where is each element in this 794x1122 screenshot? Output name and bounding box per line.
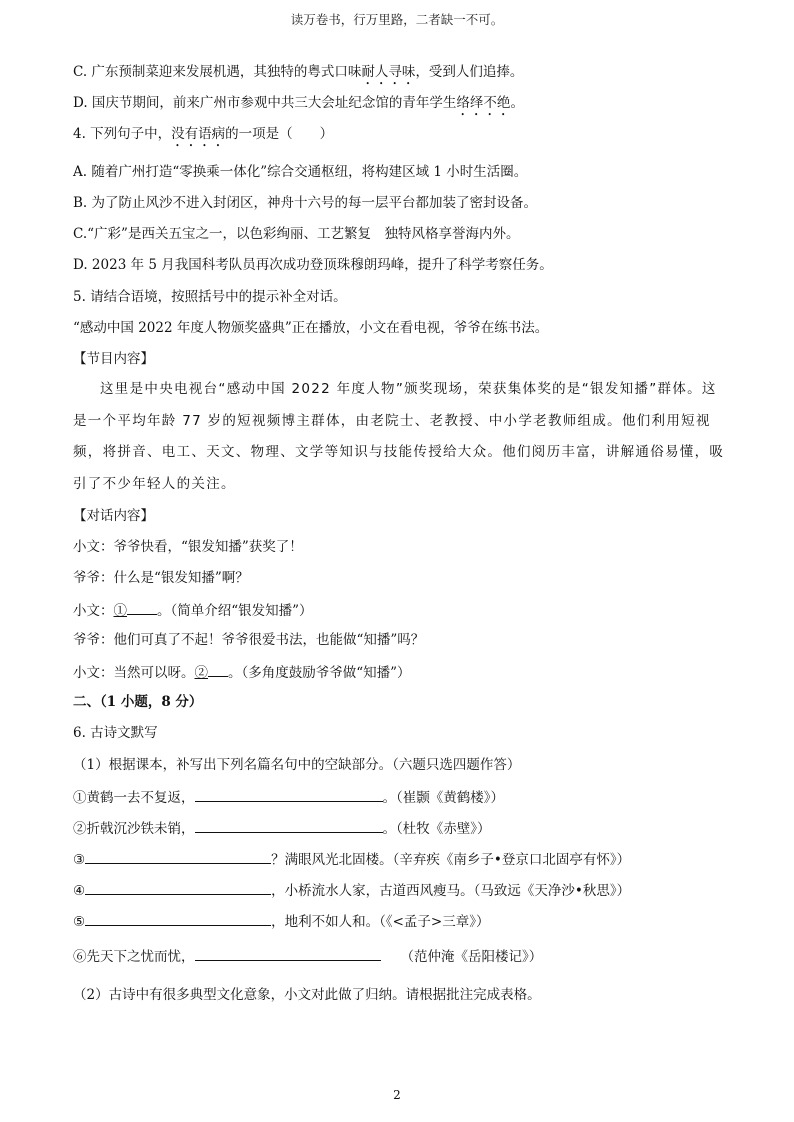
- q3-option-c-tail: ，受到人们追捧。: [415, 64, 524, 80]
- q4-option-d: D. 2023 年 5 月我国科考队员再次成功登顶珠穆朗玛峰，提升了科学考察任务。: [73, 257, 553, 273]
- q5-blank-1[interactable]: [127, 600, 157, 615]
- q6-line-2: [73, 818, 491, 838]
- q6-line-6-source: （范仲淹《岳阳楼记》）: [400, 949, 543, 965]
- q4-option-b: B. 为了防止风沙不进入封闭区，神舟十六号的每一层平台都加装了密封设备。: [73, 195, 538, 211]
- q6-line-3-marker: ③: [73, 852, 86, 868]
- q4-stem: [73, 125, 333, 150]
- q3-option-d-tail: 。: [510, 95, 524, 111]
- q6-stem: 6. 古诗文默写: [73, 725, 158, 741]
- q6-line-2-text: ②折戟沉沙铁未销，: [73, 821, 195, 837]
- q5-dialogue-3: [73, 600, 313, 620]
- q6-blank-2[interactable]: [195, 818, 383, 833]
- q5-dialogue-3-hint: 。（简单介绍“银发知播”）: [157, 603, 313, 619]
- q6-line-1: [73, 787, 504, 807]
- q6-blank-3[interactable]: [85, 849, 271, 864]
- q6-line-3-source: ？满眼风光北固楼。（辛弃疾《南乡子•登京口北固亭有怀》）: [271, 852, 631, 868]
- page-number: 2: [393, 1088, 401, 1102]
- q6-sub1: （1）根据课本，补写出下列名篇名句中的空缺部分。（六题只选四题作答）: [73, 757, 521, 773]
- q6-blank-1[interactable]: [195, 787, 383, 802]
- q3-option-c: [73, 63, 523, 88]
- q6-line-4-marker: ④: [73, 883, 86, 899]
- q6-line-6-text: ⑥先天下之忧而忧，: [73, 949, 195, 965]
- q5-section-program: 【节目内容】: [73, 351, 154, 367]
- q4-stem-emphasis: 没有语病: [171, 126, 226, 142]
- q3-option-d-emphasis: 络绎不绝: [456, 95, 511, 111]
- q3-option-c-emphasis: 耐人寻味: [361, 64, 416, 80]
- q3-option-d: [73, 94, 524, 119]
- q4-stem-tail: 的一项是（ ）: [225, 126, 334, 142]
- q6-blank-6[interactable]: [195, 946, 381, 961]
- q5-stem: 5. 请结合语境，按照括号中的提示补全对话。: [73, 289, 347, 305]
- q6-line-4-source: ，小桥流水人家，古道西风瘦马。（马致远《天净沙•秋思》）: [271, 883, 631, 899]
- q6-sub2: （2）古诗中有很多典型文化意象，小文对此做了归纳。请根据批注完成表格。: [73, 987, 541, 1003]
- q6-line-5-marker: ⑤: [73, 914, 86, 930]
- q5-dialogue-5: [73, 662, 411, 682]
- q4-stem-text: 4. 下列句子中，: [73, 126, 172, 142]
- q5-dialogue-4: 爷爷：他们可真了不起！爷爷很爱书法，也能做“知播”吗？: [73, 632, 425, 648]
- q6-line-3: [73, 849, 630, 869]
- q5-dialogue-1: 小文：爷爷快看，“银发知播”获奖了！: [73, 539, 303, 555]
- q4-option-c: C.“广彩”是西关五宝之一，以色彩绚丽、工艺繁复 独特风格享誉海内外。: [73, 226, 520, 242]
- q5-section-dialogue: 【对话内容】: [73, 508, 154, 524]
- q5-context: “感动中国 2022 年度人物颁奖盛典”正在播放，小文在看电视，爷爷在练书法。: [73, 320, 549, 336]
- part2-title: 二、（1 小题，8 分）: [73, 694, 203, 710]
- q3-option-c-text: C. 广东预制菜迎来发展机遇，其独特的粤式口味: [73, 64, 362, 80]
- page-header: 读万卷书，行万里路，二者缺一不可。: [290, 12, 504, 27]
- q5-blank-2[interactable]: [208, 662, 228, 677]
- q5-dialogue-5-hint: 。（多角度鼓励爷爷做“知播”）: [228, 665, 411, 681]
- q6-line-6: [73, 946, 542, 966]
- q6-blank-4[interactable]: [85, 880, 271, 895]
- q6-line-5: [73, 911, 489, 931]
- q3-option-d-text: D. 国庆节期间，前来广州市参观中共三大会址纪念馆的青年学生: [73, 95, 457, 111]
- q6-line-1-source: 。（崔颢《黄鹤楼》）: [382, 790, 504, 806]
- q5-dialogue-2: 爷爷：什么是“银发知播”啊？: [73, 570, 249, 586]
- q6-blank-5[interactable]: [85, 911, 271, 926]
- q5-blank-2-marker: ②: [194, 665, 208, 681]
- q5-program-text: 这里是中央电视台“感动中国 2022 年度人物”颁奖现场，荣获集体奖的是“银发知播”群体。这是一个平均年龄 77 岁的短视频博主群体，由老院士、老教授、中小学老教师组成。他们利用短视频，将拼音、电工、天文、物理、文学等知识与技能传授给大众。他们阅历丰富，讲解通俗易懂，吸引了不少年轻人的关注。: [73, 381, 725, 492]
- q6-line-4: [73, 880, 630, 900]
- q4-option-a: A. 随着广州打造“零换乘一体化”综合交通枢纽，将构建区域 1 小时生活圈。: [73, 164, 528, 180]
- q6-line-5-source: ，地利不如人和。（《<孟子>三章》）: [271, 914, 490, 930]
- q5-dialogue-5-text: 小文：当然可以呀。: [73, 665, 195, 681]
- q6-line-2-source: 。（杜牧《赤壁》）: [382, 821, 491, 837]
- q5-dialogue-3-speaker: 小文：: [73, 603, 114, 619]
- q5-blank-1-marker: ①: [113, 603, 127, 619]
- q6-line-1-text: ①黄鹤一去不复返，: [73, 790, 195, 806]
